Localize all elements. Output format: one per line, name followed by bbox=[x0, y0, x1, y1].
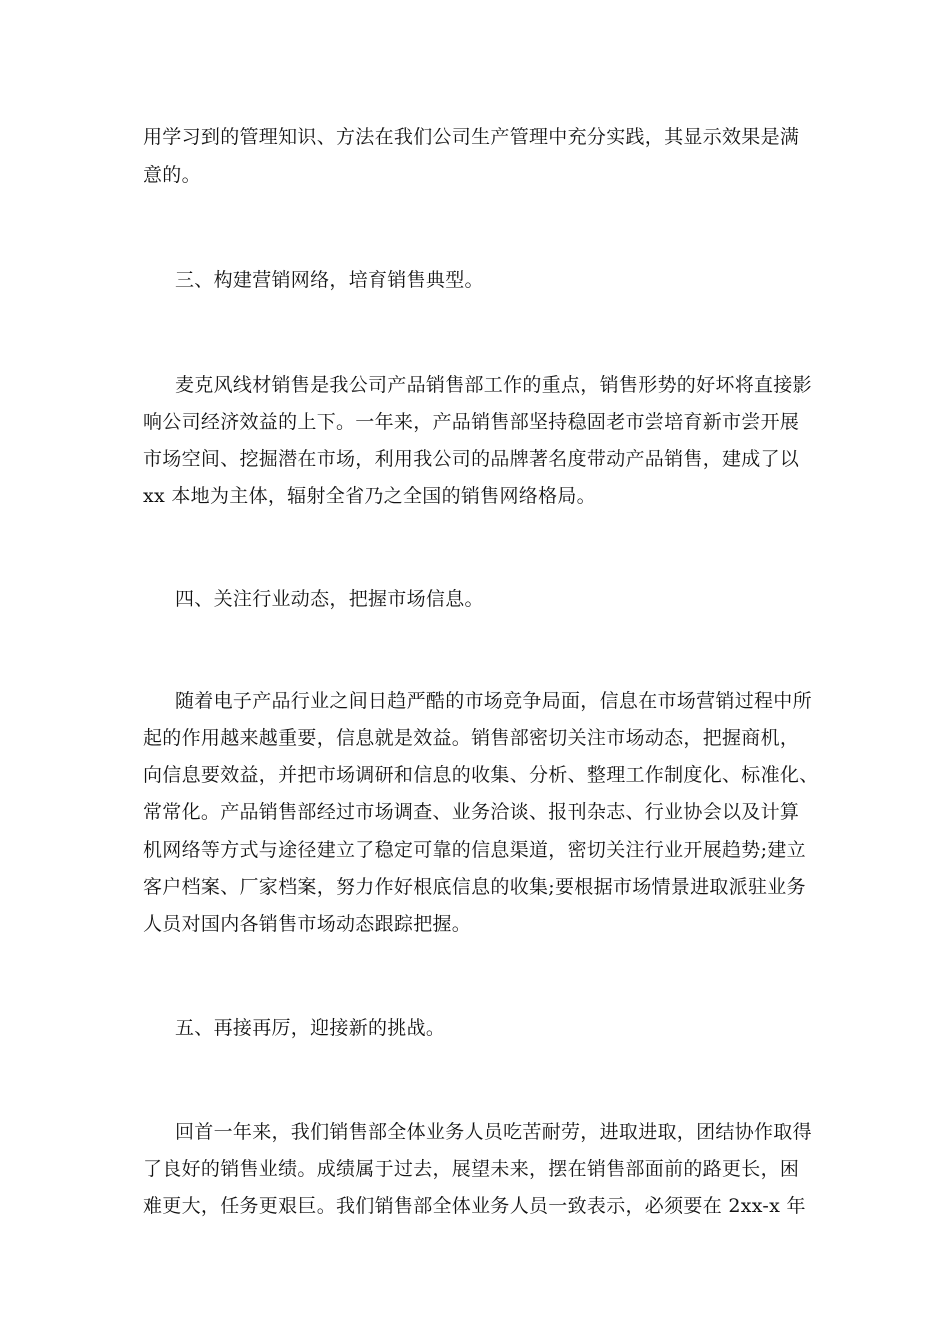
para1-line-2: 意的。 bbox=[143, 164, 201, 186]
para3-line-1: 随着电子产品行业之间日趋严酷的市场竞争局面，信息在市场营销过程中所 bbox=[175, 690, 812, 712]
para3-line-2: 起的作用越来越重要，信息就是效益。销售部密切关注市场动态，把握商机， bbox=[143, 727, 800, 749]
para3-line-3: 向信息要效益，并把市场调研和信息的收集、分析、整理工作制度化、标准化、 bbox=[143, 764, 819, 786]
section-heading-4: 四、关注行业动态，把握市场信息。 bbox=[175, 588, 484, 610]
para1-line-1: 用学习到的管理知识、方法在我们公司生产管理中充分实践，其显示效果是满 bbox=[143, 126, 800, 148]
para2-line-4: xx 本地为主体，辐射全省乃之全国的销售网络格局。 bbox=[143, 485, 596, 507]
para4-line-3: 难更大，任务更艰巨。我们销售部全体业务人员一致表示，必须要在 2xx-x 年 bbox=[143, 1195, 806, 1217]
para2-line-1: 麦克风线材销售是我公司产品销售部工作的重点，销售形势的好坏将直接影 bbox=[175, 374, 812, 396]
para4-line-1: 回首一年来，我们销售部全体业务人员吃苦耐劳，进取进取，团结协作取得 bbox=[175, 1121, 812, 1143]
section-heading-5: 五、再接再厉，迎接新的挑战。 bbox=[175, 1017, 446, 1039]
para3-line-4: 常常化。产品销售部经过市场调查、业务洽谈、报刊杂志、行业协会以及计算 bbox=[143, 801, 800, 823]
para3-line-6: 客户档案、厂家档案，努力作好根底信息的收集;要根据市场情景进取派驻业务 bbox=[143, 876, 806, 898]
section-heading-3: 三、构建营销网络，培育销售典型。 bbox=[175, 269, 484, 291]
para4-line-2: 了良好的销售业绩。成绩属于过去，展望未来，摆在销售部面前的路更长，困 bbox=[143, 1158, 800, 1180]
para2-line-2: 响公司经济效益的上下。一年来，产品销售部坚持稳固老市尝培育新市尝开展 bbox=[143, 411, 800, 433]
para3-line-7: 人员对国内各销售市场动态跟踪把握。 bbox=[143, 913, 472, 935]
para2-line-3: 市场空间、挖掘潜在市场，利用我公司的品牌著名度带动产品销售，建成了以 bbox=[143, 448, 800, 470]
para3-line-5: 机网络等方式与途径建立了稳定可靠的信息渠道，密切关注行业开展趋势;建立 bbox=[143, 839, 806, 861]
